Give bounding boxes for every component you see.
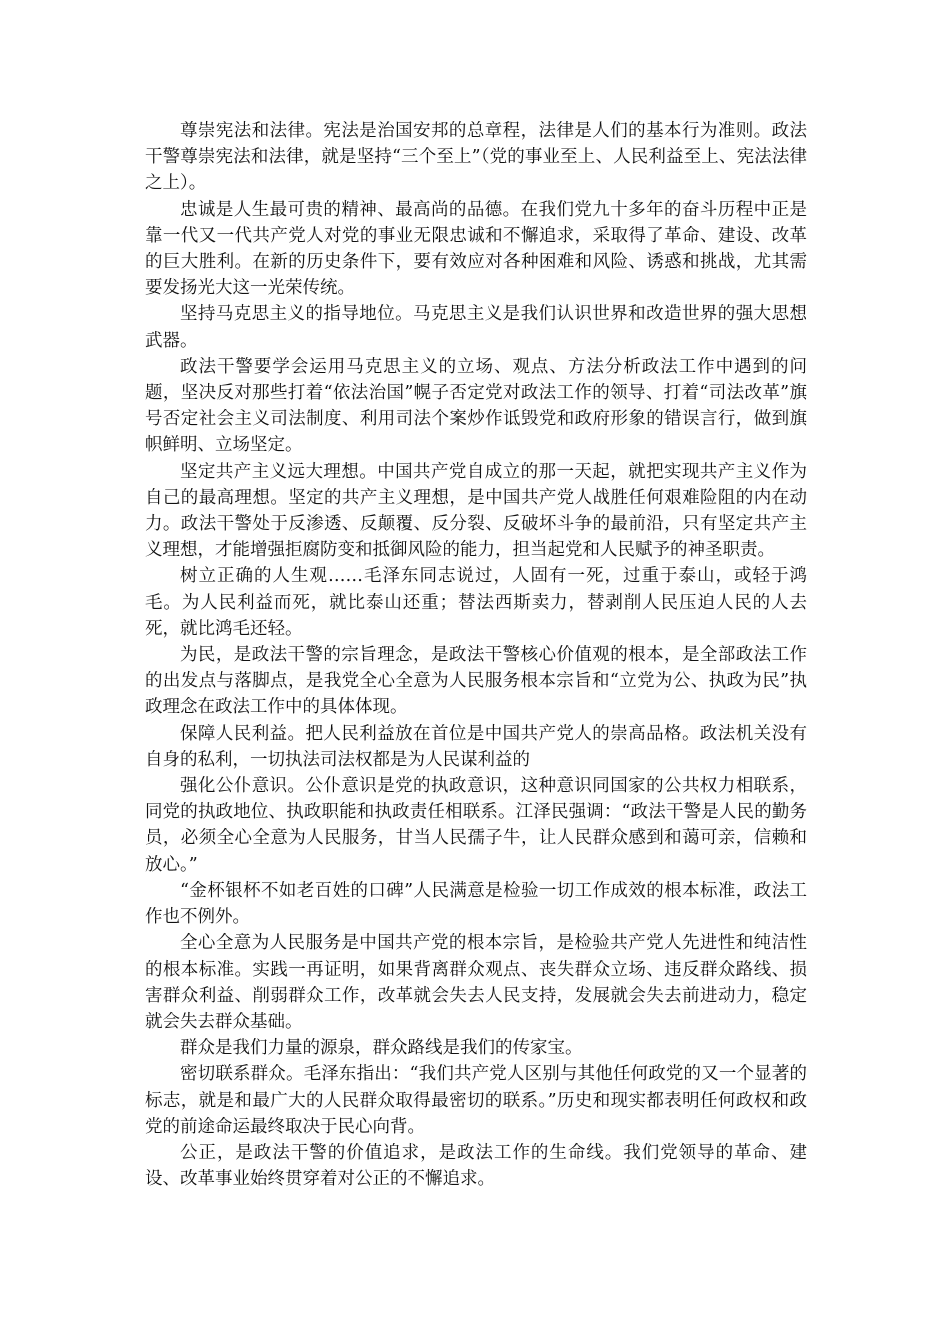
paragraph-10: “金杯银杯不如老百姓的口碑”人民满意是检验一切工作成效的根本标准，政法工作也不例外。 — [145, 880, 807, 928]
paragraph-6: 树立正确的人生观……毛泽东同志说过，人固有一死，过重于泰山，或轻于鸿毛。为人民利益而死，就比泰山还重；替法西斯卖力，替剥削人民压迫人民的人去死，就比鸿毛还轻。 — [145, 566, 807, 639]
paragraph-13: 密切联系群众。毛泽东指出：“我们共产党人区别与其他任何政党的又一个显著的标志，就是和最广大的人民群众取得最密切的联系。”历史和现实都表明任何政权和政党的前途命运最终取决于民心向背。 — [145, 1064, 807, 1137]
paragraph-8: 保障人民利益。把人民利益放在首位是中国共产党人的崇高品格。政法机关没有自身的私利，一切执法司法权都是为人民谋利益的 — [145, 723, 807, 770]
paragraph-2: 忠诚是人生最可贵的精神、最高尚的品德。在我们党九十多年的奋斗历程中正是靠一代又一代共产党人对党的事业无限忠诚和不懈追求，采取得了革命、建设、改革的巨大胜利。在新的历史条件下，要有效应对各种困难和风险、诱惑和挑战，尤其需要发扬光大这一光荣传统。 — [145, 199, 807, 299]
paragraph-1: 尊崇宪法和法律。宪法是治国安邦的总章程，法律是人们的基本行为准则。政法干警尊崇宪法和法律，就是坚持“三个至上”（党的事业至上、人民利益至上、宪法法律之上）。 — [145, 121, 807, 194]
paragraph-7: 为民，是政法干警的宗旨理念，是政法干警核心价值观的根本，是全部政法工作的出发点与落脚点，是我党全心全意为人民服务根本宗旨和“立党为公、执政为民”执政理念在政法工作中的具体体现。 — [145, 645, 807, 718]
document-body — [145, 118, 807, 1192]
paragraph-12: 群众是我们力量的源泉，群众路线是我们的传家宝。 — [180, 1038, 583, 1059]
paragraph-4: 政法干警要学会运用马克思主义的立场、观点、方法分析政法工作中遇到的问题，坚决反对那些打着“依法治国”幌子否定党对政法工作的领导、打着“司法改革”旗号否定社会主义司法制度、利用司法个案炒作诋毁党和政府形象的错误言行，做到旗帜鲜明、立场坚定。 — [145, 356, 807, 456]
paragraph-5: 坚定共产主义远大理想。中国共产党自成立的那一天起，就把实现共产主义作为自己的最高理想。坚定的共产主义理想，是中国共产党人战胜任何艰难险阻的内在动力。政法干警处于反渗透、反颠覆、反分裂、反破坏斗争的最前沿，只有坚定共产主义理想，才能增强拒腐防变和抵御风险的能力，担当起党和人民赋予的神圣职责。 — [145, 461, 807, 561]
paragraph-9: 强化公仆意识。公仆意识是党的执政意识，这种意识同国家的公共权力相联系，同党的执政地位、执政职能和执政责任相联系。江泽民强调：“政法干警是人民的勤务员，必须全心全意为人民服务，甘当人民孺子牛，让人民群众感到和蔼可亲，信赖和放心。” — [145, 776, 807, 875]
paragraph-14: 公正，是政法干警的价值追求，是政法工作的生命线。我们党领导的革命、建设、改革事业始终贯穿着对公正的不懈追求。 — [145, 1142, 807, 1190]
paragraph-3: 坚持马克思主义的指导地位。马克思主义是我们认识世界和改造世界的强大思想武器。 — [145, 304, 807, 351]
paragraph-11: 全心全意为人民服务是中国共产党的根本宗旨，是检验共产党人先进性和纯洁性的根本标准。实践一再证明，如果背离群众观点、丧失群众立场、违反群众路线、损害群众利益、削弱群众工作，改革就会失去人民支持，发展就会失去前进动力，稳定就会失去群众基础。 — [145, 933, 807, 1032]
